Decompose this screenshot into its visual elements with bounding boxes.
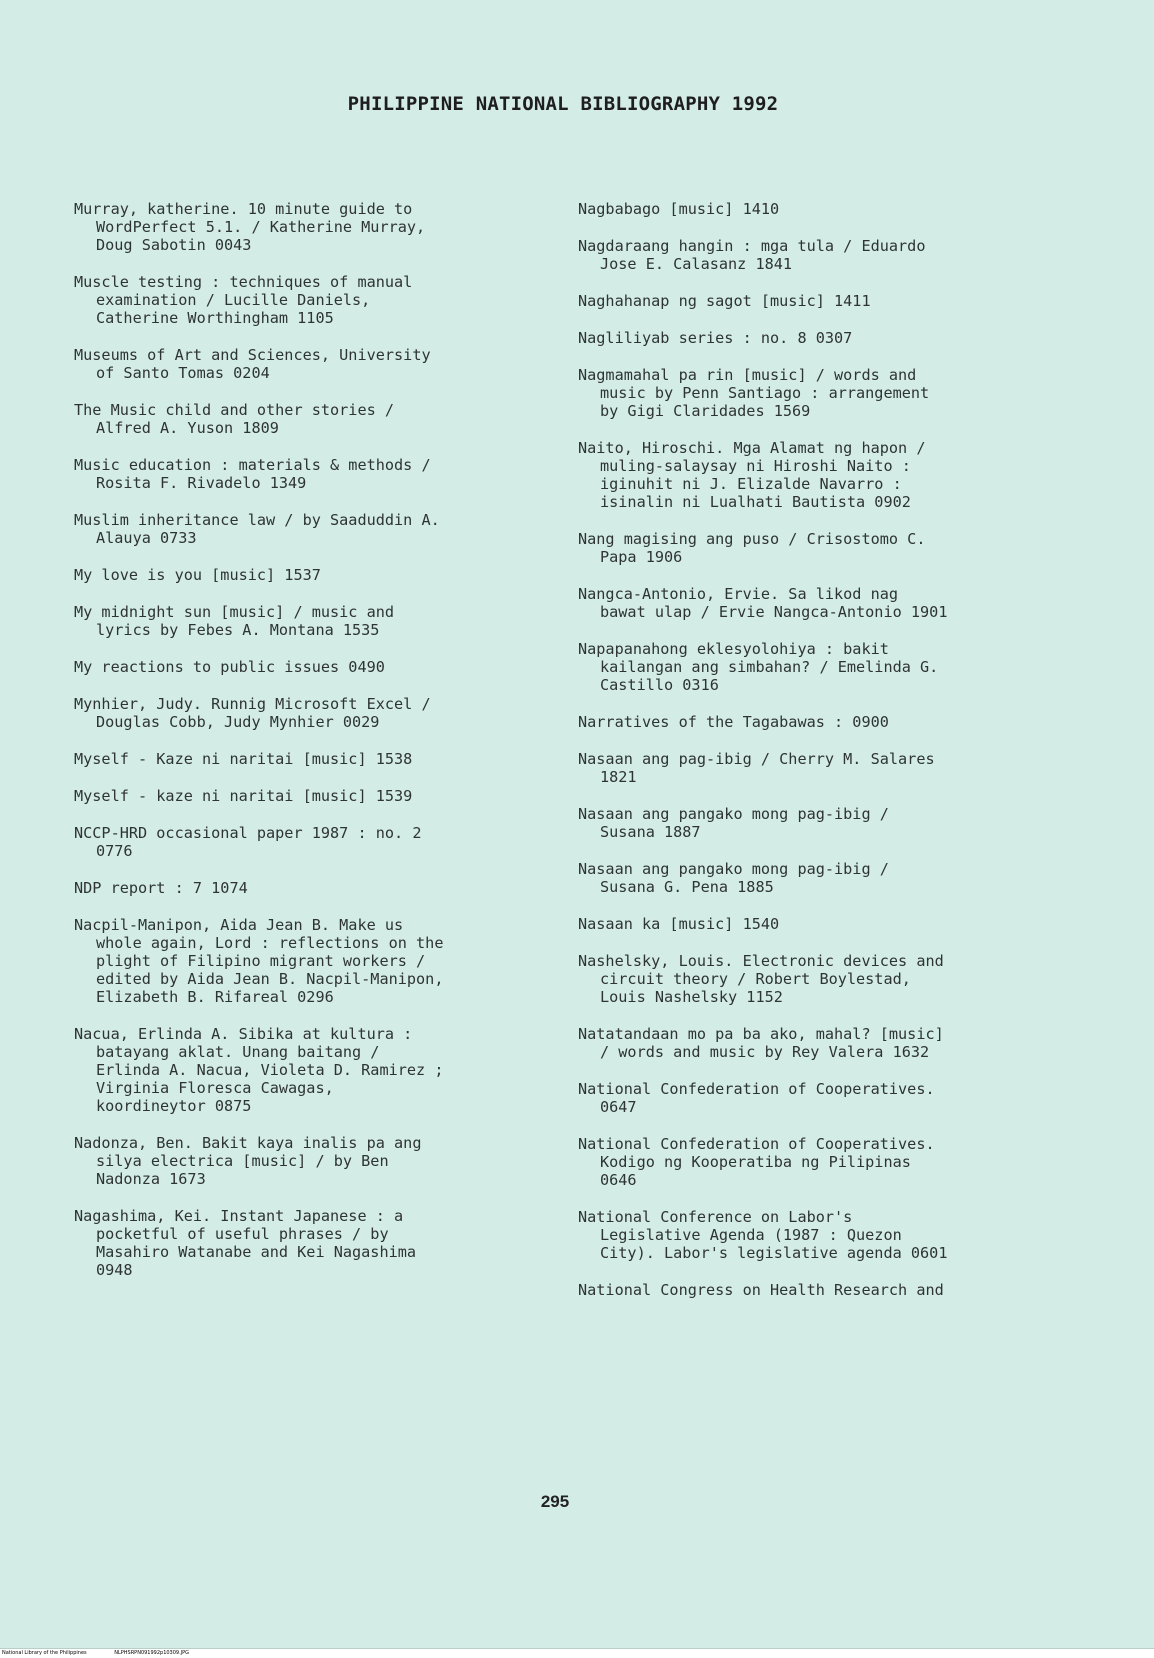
bibliography-entry: Myself - Kaze ni naritai [music] 1538 (74, 750, 413, 768)
bibliography-entry: Nasaan ang pangako mong pag-ibig / Susana 1887 (578, 805, 889, 841)
bibliography-entry: The Music child and other stories / Alfred A. Yuson 1809 (74, 401, 395, 437)
bibliography-column-left (74, 200, 544, 1298)
scan-file-label: NLPHSRPN091992p10309.JPG (114, 1650, 190, 1656)
bibliography-entry: Muslim inheritance law / by Saaduddin A. Alauya 0733 (74, 511, 440, 547)
bibliography-entry: My midnight sun [music] / music and lyrics by Febes A. Montana 1535 (74, 603, 395, 639)
bibliography-entry: Muscle testing : techniques of manual examination / Lucille Daniels, Catherine Worthingham 1105 (74, 273, 413, 327)
bibliography-entry: Naghahanap ng sagot [music] 1411 (578, 292, 871, 310)
bibliography-entry: Narratives of the Tagabawas : 0900 (578, 713, 889, 731)
bibliography-entry: Nasaan ang pag-ibig / Cherry M. Salares 1821 (578, 750, 935, 786)
bibliography-entry: Nashelsky, Louis. Electronic devices and circuit theory / Robert Boylestad, Louis Nashelsky 1152 (578, 952, 944, 1006)
page-title: PHILIPPINE NATIONAL BIBLIOGRAPHY 1992 (347, 93, 779, 115)
bibliography-entry: Nagmamahal pa rin [music] / words and music by Penn Santiago : arrangement by Gigi Claridades 1569 (578, 366, 930, 420)
scan-footer (0, 1648, 1154, 1658)
bibliography-entry: Nagbabago [music] 1410 (578, 200, 780, 218)
bibliography-entry: Nasaan ka [music] 1540 (578, 915, 780, 933)
bibliography-entry: Mynhier, Judy. Runnig Microsoft Excel / Douglas Cobb, Judy Mynhier 0029 (74, 695, 431, 731)
bibliography-entry: My reactions to public issues 0490 (74, 658, 385, 676)
bibliography-entry: National Congress on Health Research and (578, 1281, 944, 1299)
bibliography-entry: Museums of Art and Sciences, University of Santo Tomas 0204 (74, 346, 431, 382)
bibliography-entry: Nagliliyab series : no. 8 0307 (578, 329, 853, 347)
page-number: 295 (540, 1492, 570, 1511)
bibliography-entry: Nacua, Erlinda A. Sibika at kultura : batayang aklat. Unang baitang / Erlinda A. Nacua, Violeta D. Ramirez ; Virginia Floresca Cawagas, koordineytor 0875 (74, 1025, 444, 1115)
scan-source-label: National Library of the Philippines (2, 1650, 87, 1656)
bibliography-entry: Napapanahong eklesyolohiya : bakit kailangan ang simbahan? / Emelinda G. Castillo 0316 (578, 640, 939, 694)
bibliography-entry: Myself - kaze ni naritai [music] 1539 (74, 787, 413, 805)
bibliography-entry: Nacpil-Manipon, Aida Jean B. Make us whole again, Lord : reflections on the plight of Filipino migrant workers / edited by Aida Jean B. Nacpil-Manipon, Elizabeth B. Rifareal 0296 (74, 916, 444, 1006)
bibliography-entry: Nangca-Antonio, Ervie. Sa likod nag bawat ulap / Ervie Nangca-Antonio 1901 (578, 585, 948, 621)
bibliography-entry: Nasaan ang pangako mong pag-ibig / Susana G. Pena 1885 (578, 860, 889, 896)
bibliography-entry: Murray, katherine. 10 minute guide to WordPerfect 5.1. / Katherine Murray, Doug Sabotin 0043 (74, 200, 426, 254)
bibliography-entry: Natatandaan mo pa ba ako, mahal? [music] / words and music by Rey Valera 1632 (578, 1025, 944, 1061)
bibliography-entry: National Confederation of Cooperatives. Kodigo ng Kooperatiba ng Pilipinas 0646 (578, 1135, 935, 1189)
bibliography-entry: National Conference on Labor's Legislative Agenda (1987 : Quezon City). Labor's legislative agenda 0601 (578, 1208, 948, 1262)
bibliography-entry: Nang magising ang puso / Crisostomo C. Papa 1906 (578, 530, 926, 566)
bibliography-entry: Music education : materials & methods / Rosita F. Rivadelo 1349 (74, 456, 431, 492)
bibliography-entry: Nadonza, Ben. Bakit kaya inalis pa ang silya electrica [music] / by Ben Nadonza 1673 (74, 1134, 422, 1188)
bibliography-entry: NDP report : 7 1074 (74, 879, 248, 897)
bibliography-entry: My love is you [music] 1537 (74, 566, 321, 584)
bibliography-entry: Naito, Hiroschi. Mga Alamat ng hapon / muling-salaysay ni Hiroshi Naito : iginuhit ni J. Elizalde Navarro : isinalin ni Lualhati Bautista 0902 (578, 439, 926, 511)
bibliography-column-right (578, 200, 1048, 1318)
bibliography-entry: National Confederation of Cooperatives. 0647 (578, 1080, 935, 1116)
bibliography-entry: Nagashima, Kei. Instant Japanese : a pocketful of useful phrases / by Masahiro Watanabe and Kei Nagashima 0948 (74, 1207, 417, 1279)
bibliography-entry: NCCP-HRD occasional paper 1987 : no. 2 0776 (74, 824, 422, 860)
bibliography-entry: Nagdaraang hangin : mga tula / Eduardo Jose E. Calasanz 1841 (578, 237, 926, 273)
